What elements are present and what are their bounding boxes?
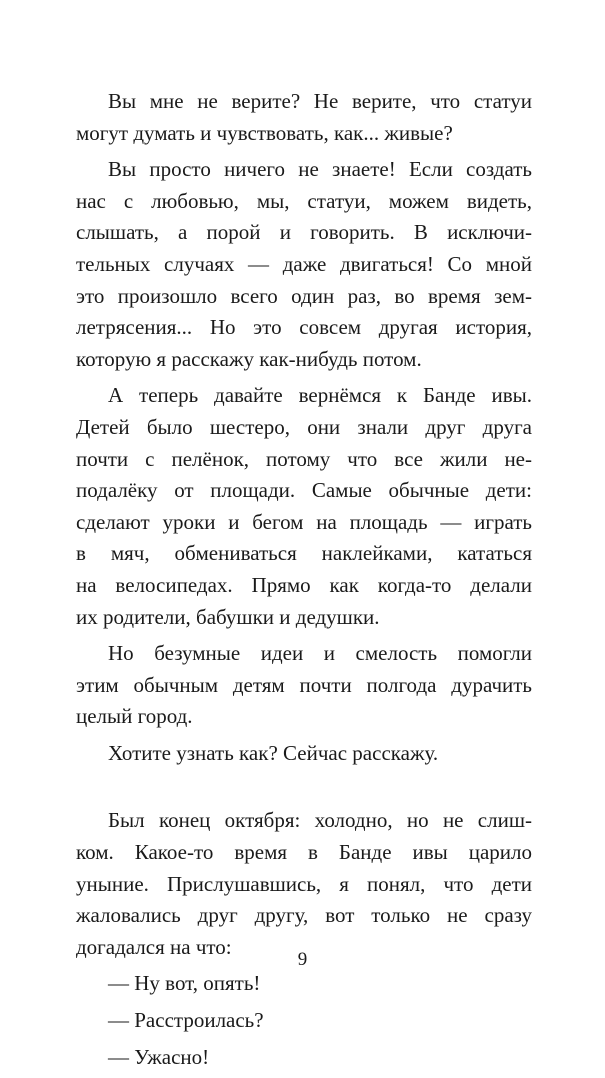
page-body xyxy=(76,86,532,1078)
text-line: Вы просто ничего не знаете! Если создать xyxy=(108,157,532,182)
text-line: А теперь давайте вернёмся к Банде ивы. xyxy=(108,383,532,408)
section-break xyxy=(76,774,532,805)
text-line: на велосипедах. Прямо как когда-то делали xyxy=(76,572,532,597)
text-line: ком. Какое-то время в Банде ивы царило xyxy=(76,840,532,865)
text-line: тельных случаях — даже двигаться! Со мной xyxy=(76,251,532,276)
text-line: — Расстроилась? xyxy=(108,1008,264,1033)
text-line: могут думать и чувствовать, как... живые? xyxy=(76,120,453,145)
paragraph-2 xyxy=(76,154,532,375)
paragraph-5 xyxy=(76,738,532,770)
paragraph-6 xyxy=(76,805,532,963)
text-line: — Ну вот, опять! xyxy=(108,971,261,996)
text-line: сделают уроки и бегом на площадь — играть xyxy=(76,509,532,534)
dialogue-line-2 xyxy=(76,1005,532,1037)
paragraph-3 xyxy=(76,380,532,633)
text-line: нас с любовью, мы, статуи, можем видеть, xyxy=(76,188,532,213)
dialogue-line-3 xyxy=(76,1042,532,1074)
text-line: Хотите узнать как? Сейчас расскажу. xyxy=(108,740,439,765)
text-line: догадался на что: xyxy=(76,934,232,959)
text-line: жаловались друг другу, вот только не сразу xyxy=(76,903,532,928)
text-line: подалёку от площади. Самые обычные дети: xyxy=(76,478,532,503)
text-line: целый город. xyxy=(76,704,193,729)
text-line: уныние. Прислушавшись, я понял, что дети xyxy=(76,871,532,896)
text-line: это произошло всего один раз, во время зем- xyxy=(76,283,532,308)
text-line: Вы мне не верите? Не верите, что статуи xyxy=(108,89,532,113)
text-line: слышать, а порой и говорить. В исключи- xyxy=(76,220,532,245)
page-number: 9 xyxy=(297,949,308,970)
dialogue-line-1 xyxy=(76,968,532,1000)
text-line: их родители, бабушки и дедушки. xyxy=(76,604,380,629)
text-line: летрясения... Но это совсем другая история, xyxy=(76,315,532,340)
paragraph-1 xyxy=(76,86,532,149)
text-line: почти с пелёнок, потому что все жили не- xyxy=(76,446,532,471)
paragraph-4 xyxy=(76,638,532,733)
text-line: этим обычным детям почти полгода дурачить xyxy=(76,672,532,697)
text-line: Детей было шестеро, они знали друг друга xyxy=(76,414,532,439)
text-line: Был конец октября: холодно, но не слиш- xyxy=(108,808,532,833)
text-line: — Ужасно! xyxy=(108,1044,210,1069)
text-line: которую я расскажу как-нибудь потом. xyxy=(76,346,422,371)
text-line: Но безумные идеи и смелость помогли xyxy=(108,641,532,666)
text-line: в мяч, обмениваться наклейками, кататься xyxy=(76,541,532,566)
